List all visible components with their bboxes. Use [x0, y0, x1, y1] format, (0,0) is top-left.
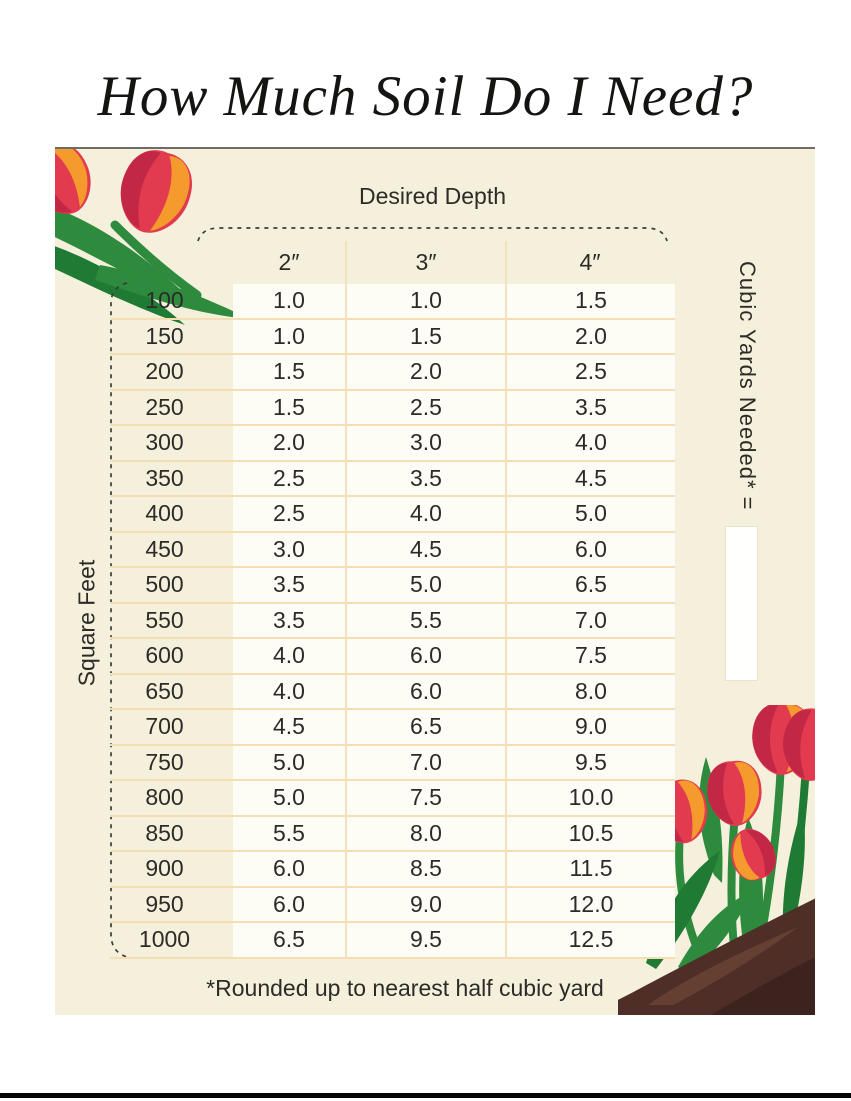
page-title: How Much Soil Do I Need? — [97, 65, 754, 128]
cell-value: 3.5 — [347, 462, 507, 496]
cell-value: 9.5 — [575, 748, 607, 775]
row-sqft-label: 550 — [145, 606, 184, 633]
table-row — [110, 391, 675, 427]
row-sqft-label: 350 — [145, 464, 184, 491]
cell-value: 4.0 — [575, 429, 607, 455]
cell-value: 3.5 — [233, 604, 347, 638]
row-sqft-label: 900 — [145, 855, 184, 881]
table-row — [110, 355, 675, 391]
row-sqft-label: 1000 — [138, 926, 191, 952]
cell-value: 5.0 — [233, 781, 347, 815]
cell-value: 4.0 — [233, 639, 347, 673]
cell-value: 8.5 — [347, 852, 507, 886]
row-values — [233, 355, 675, 389]
row-values — [233, 675, 675, 709]
row-values — [233, 852, 675, 886]
row-values — [233, 781, 675, 815]
cell-value: 4.5 — [575, 464, 607, 491]
row-sqft-label: 250 — [145, 393, 184, 420]
row-sqft-label: 500 — [145, 571, 184, 597]
table-row — [110, 923, 675, 959]
cell-value: 6.5 — [233, 923, 347, 957]
row-values — [233, 320, 675, 354]
table-row — [110, 568, 675, 604]
cell-value: 8.0 — [575, 677, 607, 704]
table-row — [110, 888, 675, 924]
table-row — [110, 533, 675, 569]
cubic-yards-axis-label: Cubic Yards Needed* = — [735, 261, 760, 511]
cell-value: 8.0 — [347, 817, 507, 851]
row-sqft-label: 950 — [145, 890, 184, 917]
row-values — [233, 604, 675, 638]
bottom-rule — [0, 1093, 851, 1098]
cell-value: 10.5 — [568, 819, 614, 846]
desired-depth-label: Desired Depth — [358, 183, 507, 209]
cell-value: 4.5 — [233, 710, 347, 744]
cell-value: 2.0 — [347, 355, 507, 389]
row-values — [233, 284, 675, 318]
row-values — [233, 888, 675, 922]
row-sqft-label: 700 — [145, 713, 184, 739]
row-values — [233, 391, 675, 425]
row-sqft-label: 750 — [145, 748, 184, 775]
cell-value: 3.0 — [233, 533, 347, 567]
row-values — [233, 639, 675, 673]
table-row — [110, 852, 675, 888]
cell-value: 1.0 — [233, 320, 347, 354]
row-sqft-label: 100 — [145, 287, 184, 313]
table-row — [110, 426, 675, 462]
scanned-card — [55, 147, 815, 1015]
cell-value: 6.0 — [347, 639, 507, 673]
cell-value: 2.5 — [347, 391, 507, 425]
cell-value: 3.5 — [233, 568, 347, 602]
cell-value: 3.5 — [575, 393, 607, 420]
row-sqft-label: 300 — [145, 429, 184, 455]
cell-value: 1.5 — [575, 287, 607, 313]
cell-value: 2.5 — [233, 462, 347, 496]
row-sqft-label: 200 — [145, 358, 184, 384]
cell-value: 5.5 — [347, 604, 507, 638]
col-header-4in: 4″ — [579, 249, 601, 275]
cell-value: 6.0 — [233, 888, 347, 922]
col-header-3in: 3″ — [347, 241, 507, 284]
cell-value: 2.5 — [233, 497, 347, 531]
table-row — [110, 497, 675, 533]
cell-value: 2.0 — [575, 322, 607, 349]
footnote: *Rounded up to nearest half cubic yard — [206, 975, 604, 1001]
cell-value: 6.0 — [347, 675, 507, 709]
square-feet-axis-label: Square Feet — [73, 559, 100, 687]
row-sqft-label: 650 — [145, 677, 184, 704]
cell-value: 6.0 — [575, 535, 607, 562]
row-values — [233, 426, 675, 460]
cell-value: 1.0 — [233, 284, 347, 318]
table-row — [110, 710, 675, 746]
row-values — [233, 817, 675, 851]
cell-value: 3.0 — [347, 426, 507, 460]
row-sqft-label: 600 — [145, 642, 184, 668]
table-row — [110, 320, 675, 356]
table-row — [110, 462, 675, 498]
cell-value: 12.0 — [568, 890, 614, 917]
cell-value: 4.0 — [347, 497, 507, 531]
depth-column-headers — [233, 241, 675, 284]
row-values — [233, 923, 675, 957]
cell-value: 7.5 — [575, 642, 607, 668]
cell-value: 9.5 — [347, 923, 507, 957]
cell-value: 4.0 — [233, 675, 347, 709]
table-row — [110, 284, 675, 320]
col-header-2in: 2″ — [233, 241, 347, 284]
cell-value: 6.0 — [233, 852, 347, 886]
cell-value: 2.5 — [575, 358, 607, 384]
cell-value: 10.0 — [568, 784, 614, 810]
row-sqft-label: 400 — [145, 500, 184, 526]
cell-value: 7.0 — [575, 606, 607, 633]
cell-value: 1.5 — [233, 355, 347, 389]
cell-value: 5.0 — [575, 500, 607, 526]
cell-value: 1.0 — [347, 284, 507, 318]
cell-value: 6.5 — [575, 571, 607, 597]
cell-value: 2.0 — [233, 426, 347, 460]
cell-value: 11.5 — [569, 855, 613, 881]
row-sqft-label: 800 — [145, 784, 184, 810]
cell-value: 7.0 — [347, 746, 507, 780]
cell-value: 4.5 — [347, 533, 507, 567]
row-values — [233, 497, 675, 531]
cell-value: 5.0 — [347, 568, 507, 602]
table-row — [110, 675, 675, 711]
result-write-in-box — [726, 527, 757, 680]
cell-value: 7.5 — [347, 781, 507, 815]
cell-value: 5.0 — [233, 746, 347, 780]
cell-value: 1.5 — [347, 320, 507, 354]
table-row — [110, 639, 675, 675]
row-values — [233, 568, 675, 602]
table-row — [110, 781, 675, 817]
table-row — [110, 746, 675, 782]
cell-value: 6.5 — [347, 710, 507, 744]
row-values — [233, 533, 675, 567]
cell-value: 1.5 — [233, 391, 347, 425]
cell-value: 9.0 — [347, 888, 507, 922]
cell-value: 9.0 — [575, 713, 607, 739]
row-sqft-label: 150 — [145, 322, 184, 349]
table-row — [110, 817, 675, 853]
row-sqft-label: 450 — [145, 535, 184, 562]
row-values — [233, 746, 675, 780]
row-values — [233, 462, 675, 496]
cell-value: 5.5 — [233, 817, 347, 851]
soil-table — [110, 284, 675, 959]
row-values — [233, 710, 675, 744]
cell-value: 12.5 — [568, 926, 614, 952]
row-sqft-label: 850 — [145, 819, 184, 846]
table-row — [110, 604, 675, 640]
